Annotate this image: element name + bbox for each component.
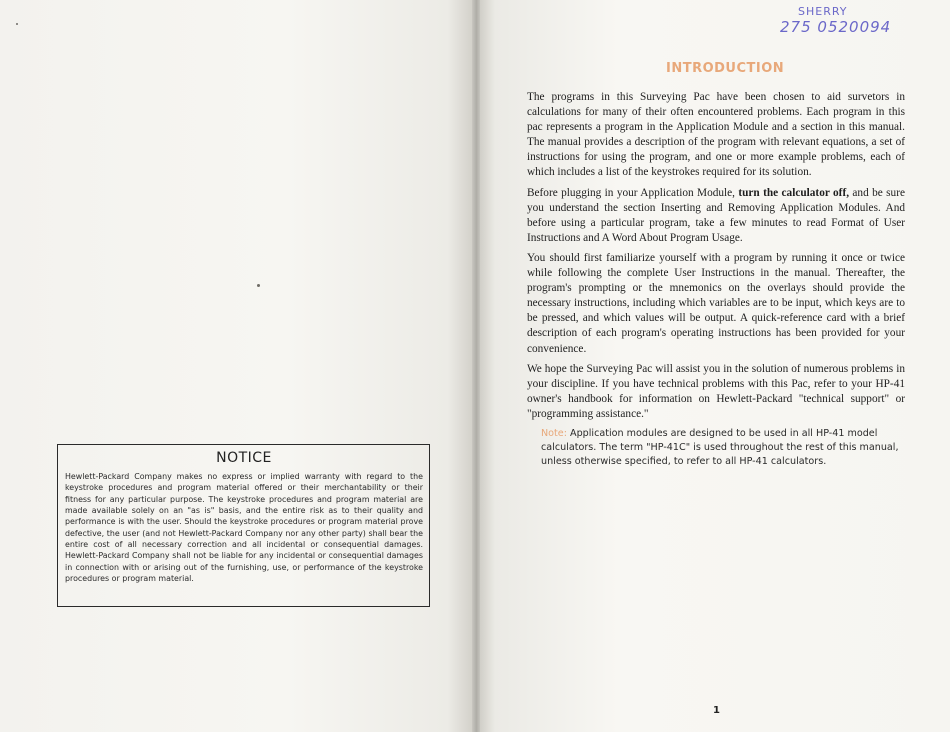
notice-box	[57, 444, 430, 607]
page-gutter	[472, 0, 480, 732]
notice-body: Hewlett-Packard Company makes no express or implied warranty with regard to the keystroke procedures and program material offered or their merchantability or their fitness for any particular purpose. The keystroke procedures and program material are made available solely on an "as is" basis, and the entire risk as to their quality and performance is with the user. Should the keystroke procedures or program material prove defective, the user (and not Hewlett-Packard Company nor any other party) shall bear the entire cost of all necessary correction and all incidental or consequential damages. Hewlett-Packard Company shall not be liable for any incidental or consequential damages in connection with or arising out of the furnishing, use, or performance of the keystroke procedures or program material.	[65, 472, 423, 584]
intro-paragraph-4: We hope the Surveying Pac will assist you in the solution of numerous problems in your discipline. If you have technical problems with this Pac, refer to your HP-41 owner's handbook for information on Hewlett-Packard "technical support" or "programming assistance."	[527, 362, 905, 420]
intro-paragraph-2-bold: turn the calculator off,	[738, 186, 850, 199]
note-text: Application modules are designed to be used in all HP-41 model calculators. The term "HP-41C" is used throughout the rest of this manual, unless otherwise specified, to refer to all HP-41 calculators.	[541, 427, 899, 467]
intro-paragraph-2	[527, 186, 905, 246]
intro-paragraph-2-start: Before plugging in your Application Module,	[527, 186, 739, 199]
handwritten-annotation	[780, 5, 891, 36]
intro-note	[541, 427, 905, 469]
introduction-title: INTRODUCTION	[666, 61, 785, 76]
paper-speck	[16, 23, 18, 25]
intro-paragraph-3: You should first familiarize yourself with a program by running it once or twice while following the complete User Instructions in the manual. Thereafter, the program's prompting or the mnemonics on the overlays should provide the necessary instructions, including which variables are to be input, which keys are to be pressed, and which values will be output. A quick-reference card with a brief description of each program's operating instructions has been provided for your convenience.	[527, 251, 905, 355]
handwritten-number: 275 0520094	[780, 18, 892, 36]
introduction-body	[527, 90, 905, 469]
paper-speck	[257, 284, 260, 287]
notice-title: NOTICE	[216, 450, 272, 466]
intro-paragraph-1: The programs in this Surveying Pac have been chosen to aid survetors in calculations for many of their often encountered problems. Each program in this pac represents a program in the Application Module and a section in this manual. The manual provides a description of the program with relevant equations, a set of instructions for using the program, and one or more example problems, each of which includes a list of the keystrokes required for its solution.	[527, 91, 905, 179]
note-label: Note:	[541, 427, 567, 439]
intro-paragraph-2-end: and be sure you understand the section Inserting and Removing Application Modules. And before using a particular program, take a few minutes to read Format of User Instructions and A Word About Program Usage.	[527, 186, 905, 244]
page-number: 1	[713, 705, 720, 716]
handwritten-name: SHERRY	[798, 5, 848, 18]
